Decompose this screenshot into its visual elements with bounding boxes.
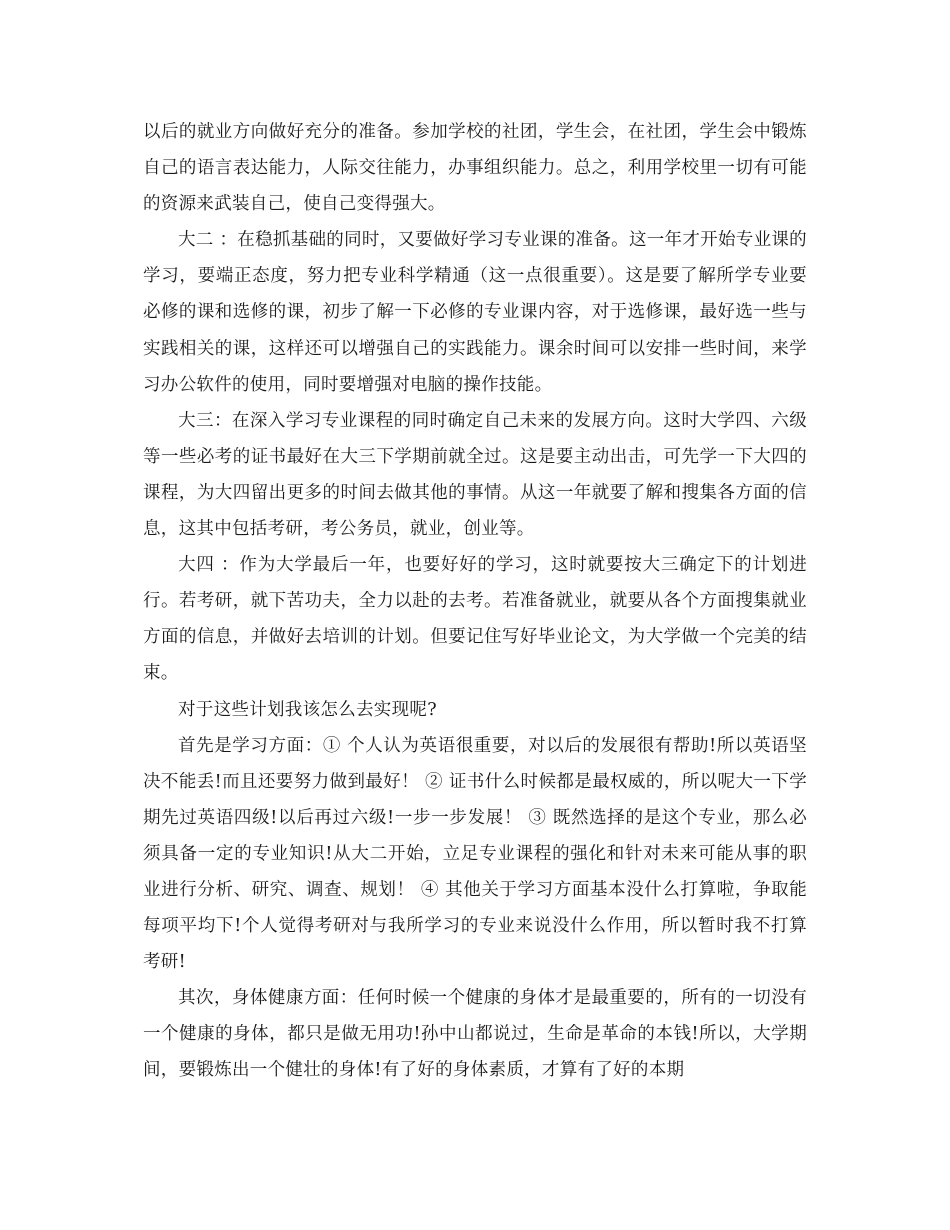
document-body <box>143 114 807 1089</box>
paragraph-sophomore-year: 大二 ：在稳抓基础的同时，又要做好学习专业课的准备。这一年才开始专业课的学习，要端正态度，努力把专业科学精通（这一点很重要）。这是要了解所学专业要必修的课和选修的课，初步了解一下必修的专业课内容，对于选修课，最好选一些与实践相关的课，这样还可以增强自己的实践能力。课余时间可以安排一些时间，来学习办公软件的使用，同时要增强对电脑的操作技能。 <box>143 230 807 395</box>
paragraph-health-plan: 其次，身体健康方面：任何时候一个健康的身体才是最重要的，所有的一切没有一个健康的身体，都只是做无用功!孙中山都说过，生命是革命的本钱!所以，大学期间，要锻炼出一个健壮的身体!有了好的身体素质，才算有了好的本期 <box>143 988 807 1081</box>
paragraph-senior-year: 大四 ：作为大学最后一年，也要好好的学习，这时就要按大三确定下的计划进行。若考研，就下苦功夫，全力以赴的去考。若准备就业，就要从各个方面搜集就业方面的信息，并做好去培训的计划。但要记住写好毕业论文，为大学做一个完美的结束。 <box>143 555 807 684</box>
paragraph-continued: 以后的就业方向做好充分的准备。参加学校的社团，学生会，在社团，学生会中锻炼自己的语言表达能力，人际交往能力，办事组织能力。总之，利用学校里一切有可能的资源来武装自己，使自己变得强大。 <box>143 122 807 215</box>
paragraph-study-plan: 首先是学习方面：① 个人认为英语很重要，对以后的发展很有帮助!所以英语坚决不能丢!而且还要努力做到最好！ ② 证书什么时候都是最权威的，所以呢大一下学期先过英语四级!以后再过六级!一步一步发展！ ③ 既然选择的是这个专业，那么必须具备一定的专业知识!从大二开始，立足专业课程的强化和针对未来可能从事的职业进行分析、研究、调查、规划！ ④ 其他关于学习方面基本没什么打算啦，争取能每项平均下!个人觉得考研对与我所学习的专业来说没什么作用，所以暂时我不打算考研! <box>143 735 807 973</box>
paragraph-junior-year: 大三：在深入学习专业课程的同时确定自己未来的发展方向。这时大学四、六级等一些必考的证书最好在大三下学期前就全过。这是要主动出击，可先学一下大四的课程，为大四留出更多的时间去做其他的事情。从这一年就要了解和搜集各方面的信息，这其中包括考研，考公务员，就业，创业等。 <box>143 410 807 540</box>
paragraph-question: 对于这些计划我该怎么去实现呢? <box>178 699 437 720</box>
